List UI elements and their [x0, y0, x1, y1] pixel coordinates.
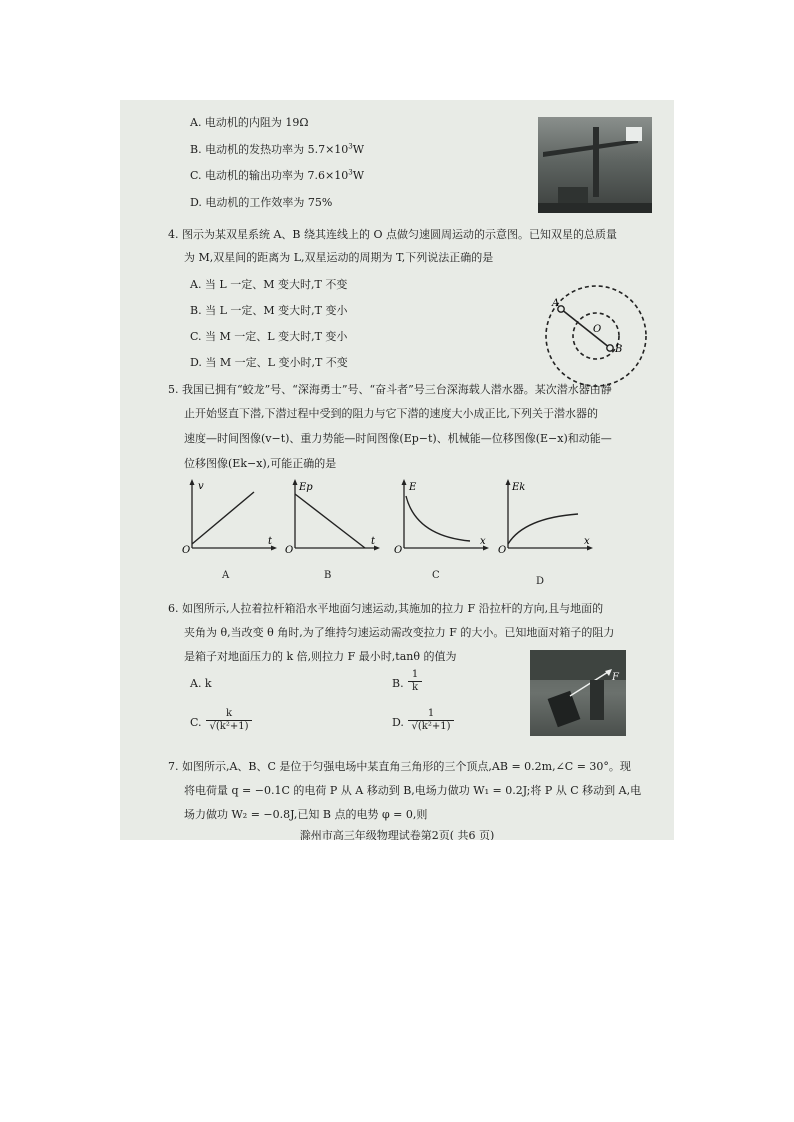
q7-stem-line1: 7. 如图所示,A、B、C 是位于匀强电场中某直角三角形的三个顶点,AB = 0.2m,∠C = 30°。现	[168, 760, 631, 773]
label-b: B	[615, 344, 623, 355]
graph-d-letter: D	[536, 576, 545, 587]
q4-option-a: A. 当 L 一定、M 变大时,T 不变	[190, 278, 348, 291]
svg-text:O: O	[285, 545, 294, 554]
q3-option-d: D. 电动机的工作效率为 75%	[190, 196, 333, 209]
q6-option-c-fraction: $\frac{k}{\text{√(k²+1)}}$	[206, 708, 252, 733]
q4-option-b: B. 当 L 一定、M 变大时,T 变小	[190, 304, 348, 317]
svg-text:Ek: Ek	[512, 482, 526, 493]
q4-option-c: C. 当 M 一定、L 变大时,T 变小	[190, 330, 348, 343]
q3-option-b: B. 电动机的发热功率为 $5.7\times 10^3W$	[190, 142, 365, 156]
svg-text:Ep: Ep	[299, 482, 313, 493]
svg-text:t: t	[268, 536, 273, 547]
crane-photo	[538, 117, 652, 213]
q6-stem-line3: 是箱子对地面压力的 k 倍,则拉力 F 最小时,tanθ 的值为	[184, 650, 457, 663]
graph-a-letter: A	[222, 570, 230, 581]
q5-stem-line2: 止开始竖直下潜,下潜过程中受到的阻力与它下潜的速度大小成正比,下列关于潜水器的	[184, 407, 598, 420]
graph-a-curve	[192, 492, 254, 544]
svg-text:O: O	[498, 545, 507, 554]
page-footer: 滁州市高三年级物理试卷第2页( 共6 页)	[299, 829, 495, 840]
svg-text:t: t	[371, 536, 376, 547]
q4-stem-line1: 4. 图示为某双星系统 A、B 绕其连线上的 O 点做匀速圆周运动的示意图。已知双星的总质量	[168, 228, 618, 241]
q6-option-c-letter: C.	[190, 716, 202, 729]
graph-d-curve	[508, 514, 578, 544]
q3-option-a: A. 电动机的内阻为 19Ω	[190, 116, 309, 129]
svg-text:O: O	[182, 545, 191, 554]
svg-text:x: x	[480, 536, 486, 547]
graph-a	[180, 478, 280, 554]
q6-option-d-fraction: $\frac{1}{\text{√(k²+1)}}$	[408, 708, 454, 733]
q5-stem-line4: 位移图像(Ek−x),可能正确的是	[184, 457, 337, 470]
graph-b	[283, 478, 383, 554]
q6-option-b-fraction: $\frac{1}{k}$	[408, 669, 422, 694]
force-label: F	[612, 672, 619, 683]
suitcase-illustration	[530, 650, 626, 736]
graph-b-curve	[295, 494, 365, 548]
q6-stem-line2: 夹角为 θ,当改变 θ 角时,为了维持匀速运动需改变拉力 F 的大小。已知地面对箱子的阻力	[184, 626, 615, 639]
q7-stem-line2: 将电荷量 q = −0.1C 的电荷 P 从 A 移动到 B,电场力做功 W₁ = 0.2J;将 P 从 C 移动到 A,电	[184, 784, 642, 797]
graph-b-letter: B	[324, 570, 332, 581]
star-b	[607, 345, 613, 351]
q3-option-c: C. 电动机的输出功率为 $7.6\times 10^3W$	[190, 168, 365, 182]
suitcase-photo	[530, 650, 626, 736]
graph-c-curve	[406, 496, 470, 541]
q6-stem-line1: 6. 如图所示,人拉着拉杆箱沿水平地面匀速运动,其施加的拉力 F 沿拉杆的方向,且与地面的	[168, 602, 604, 615]
star-connector	[561, 309, 610, 348]
graph-c-letter: C	[432, 570, 440, 581]
q6-option-a: A. k	[190, 677, 212, 690]
q5-stem-line3: 速度—时间图像(v−t)、重力势能—时间图像(Ep−t)、机械能—位移图像(E−x)和动能—	[184, 432, 612, 445]
svg-text:E: E	[409, 482, 417, 493]
q4-stem-line2: 为 M,双星间的距离为 L,双星运动的周期为 T,下列说法正确的是	[184, 251, 494, 264]
svg-text:x: x	[584, 536, 590, 547]
svg-text:v: v	[198, 481, 204, 492]
label-a: A	[552, 298, 560, 309]
scanned-exam-page	[120, 100, 674, 840]
svg-text:O: O	[394, 545, 403, 554]
q5-stem-line1: 5. 我国已拥有“蛟龙”号、“深海勇士”号、“奋斗者”号三台深海载人潜水器。某次潜水器由静	[168, 383, 612, 396]
graph-d	[496, 478, 596, 554]
binary-star-diagram	[540, 280, 652, 392]
label-o: O	[593, 324, 602, 335]
q7-stem-line3: 场力做功 W₂ = −0.8J,已知 B 点的电势 φ = 0,则	[184, 808, 428, 821]
graph-c	[392, 478, 492, 554]
q4-option-d: D. 当 M 一定、L 变小时,T 不变	[190, 356, 348, 369]
crane-illustration	[538, 117, 652, 213]
q6-option-d-letter: D.	[392, 716, 404, 729]
q6-option-b-letter: B.	[392, 677, 404, 690]
